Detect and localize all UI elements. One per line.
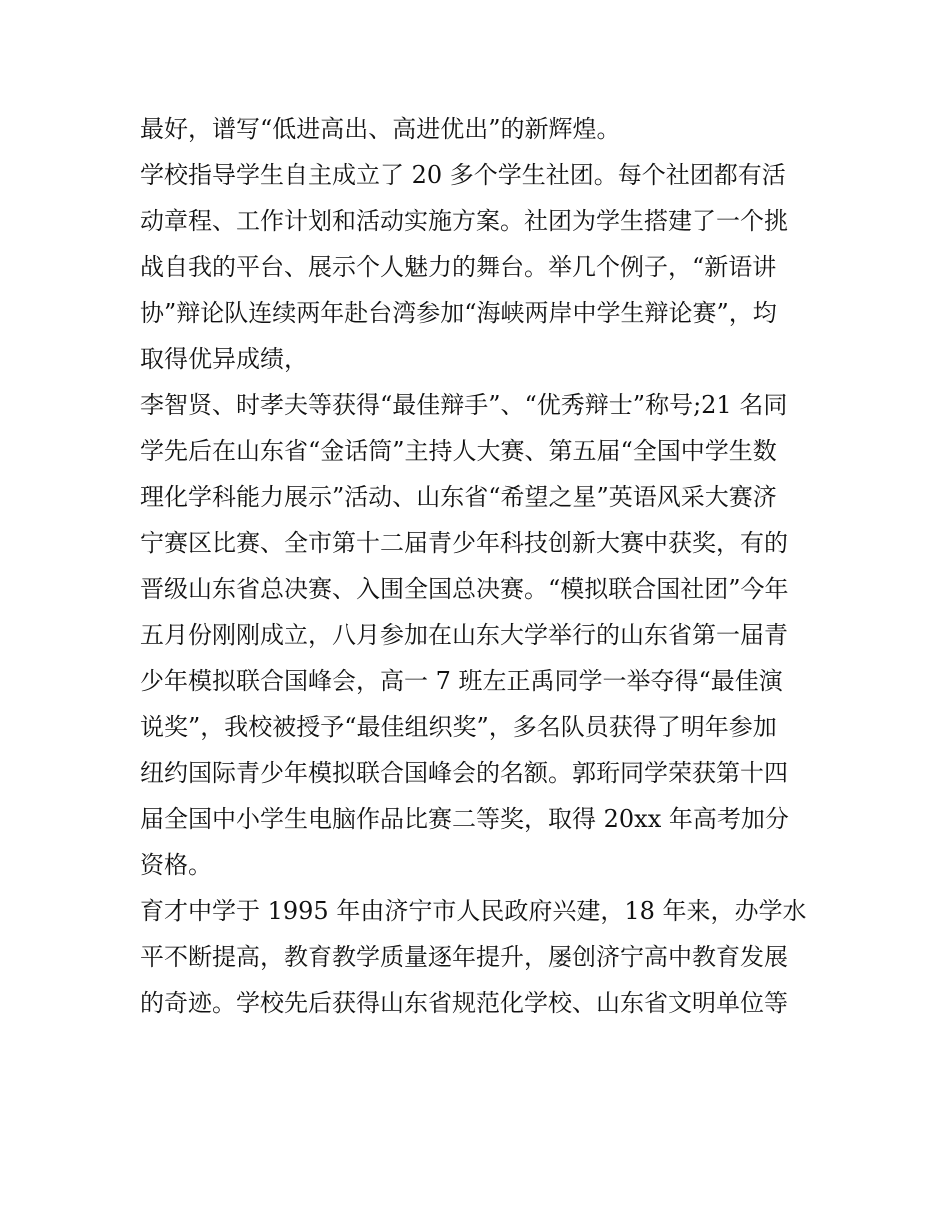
text-line: 晋级山东省总决赛、入围全国总决赛。“模拟联合国社团”今年 — [140, 575, 789, 603]
text-line: 取得优异成绩， — [140, 345, 308, 373]
text-line: 平不断提高，教育教学质量逐年提升，屡创济宁高中教育发展 — [140, 943, 788, 971]
text-line: 育才中学于 1995 年由济宁市人民政府兴建，18 年来，办学水 — [140, 897, 807, 925]
text-line: 资格。 — [140, 851, 212, 879]
text-line: 协”辩论队连续两年赴台湾参加“海峡两岸中学生辩论赛”，均 — [140, 299, 777, 327]
text-line: 动章程、工作计划和活动实施方案。社团为学生搭建了一个挑 — [140, 207, 788, 235]
paragraph-3 — [140, 382, 820, 888]
text-line: 学先后在山东省“金话筒”主持人大赛、第五届“全国中学生数 — [140, 437, 777, 465]
text-line: 届全国中小学生电脑作品比赛二等奖，取得 20xx 年高考加分 — [140, 805, 789, 833]
text-line: 宁赛区比赛、全市第十二届青少年科技创新大赛中获奖，有的 — [140, 529, 788, 557]
text-line: 五月份刚刚成立，八月参加在山东大学举行的山东省第一届青 — [140, 621, 788, 649]
text-line: 理化学科能力展示”活动、山东省“希望之星”英语风采大赛济 — [140, 483, 777, 511]
text-line: 说奖”，我校被授予“最佳组织奖”，多名队员获得了明年参加 — [140, 713, 777, 741]
paragraph-4 — [140, 888, 820, 1026]
text-line: 的奇迹。学校先后获得山东省规范化学校、山东省文明单位等 — [140, 989, 788, 1017]
paragraph-2 — [140, 152, 820, 382]
text-line: 李智贤、时孝夫等获得“最佳辩手”、“优秀辩士”称号;21 名同 — [140, 391, 788, 419]
text-line: 最好，谱写“低进高出、高进优出”的新辉煌。 — [140, 115, 621, 143]
text-line: 学校指导学生自主成立了 20 多个学生社团。每个社团都有活 — [140, 161, 786, 189]
text-line: 战自我的平台、展示个人魅力的舞台。举几个例子，“新语讲 — [140, 253, 777, 281]
document-body — [140, 106, 820, 1026]
text-line: 纽约国际青少年模拟联合国峰会的名额。郭珩同学荣获第十四 — [140, 759, 788, 787]
paragraph-1 — [140, 106, 820, 152]
text-line: 少年模拟联合国峰会，高一 7 班左正禹同学一举夺得“最佳演 — [140, 667, 783, 695]
